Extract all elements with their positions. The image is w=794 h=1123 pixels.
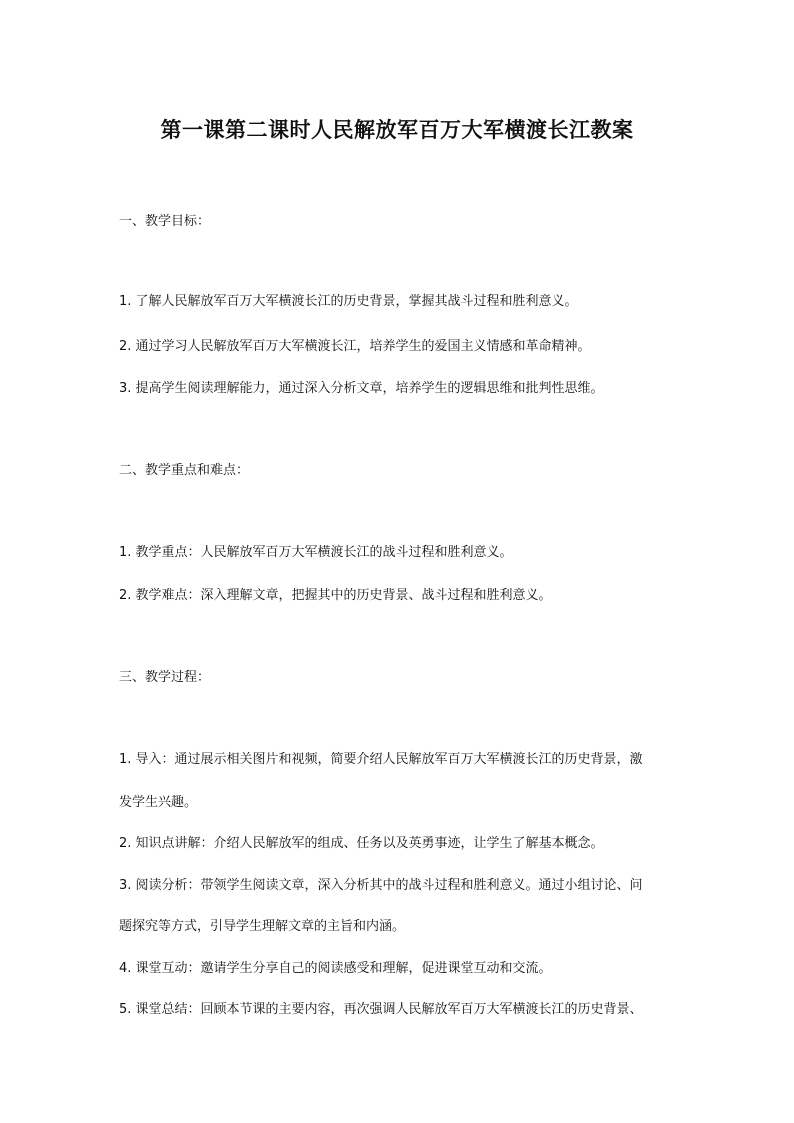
section-heading-key-points: 二、教学重点和难点： <box>119 463 250 478</box>
objective-item-1: 1. 了解人民解放军百万大军横渡长江的历史背景，掌握其战斗过程和胜利意义。 <box>119 294 578 309</box>
objective-item-3: 3. 提高学生阅读理解能力，通过深入分析文章，培养学生的逻辑思维和批判性思维。 <box>119 381 604 396</box>
section-heading-objectives: 一、教学目标： <box>119 214 211 229</box>
process-line-2: 发学生兴趣。 <box>119 795 198 810</box>
key-point-item-2: 2. 教学难点：深入理解文章，把握其中的历史背景、战斗过程和胜利意义。 <box>119 588 552 603</box>
objective-item-2: 2. 通过学习人民解放军百万大军横渡长江，培养学生的爱国主义情感和革命精神。 <box>119 339 591 354</box>
process-line-5: 题探究等方式，引导学生理解文章的主旨和内涵。 <box>119 919 406 934</box>
process-line-7: 5. 课堂总结：回顾本节课的主要内容，再次强调人民解放军百万大军横渡长江的历史背景、 <box>119 1002 643 1017</box>
section-heading-process: 三、教学过程： <box>119 670 211 685</box>
process-line-4: 3. 阅读分析：带领学生阅读文章，深入分析其中的战斗过程和胜利意义。通过小组讨论、问 <box>119 878 643 893</box>
process-line-6: 4. 课堂互动：邀请学生分享自己的阅读感受和理解，促进课堂互动和交流。 <box>119 961 552 976</box>
document-title: 第一课第二课时人民解放军百万大军横渡长江教案 <box>160 118 634 142</box>
process-line-1: 1. 导入：通过展示相关图片和视频，简要介绍人民解放军百万大军横渡长江的历史背景，激 <box>119 752 643 767</box>
key-point-item-1: 1. 教学重点：人民解放军百万大军横渡长江的战斗过程和胜利意义。 <box>119 545 513 560</box>
process-line-3: 2. 知识点讲解：介绍人民解放军的组成、任务以及英勇事迹，让学生了解基本概念。 <box>119 836 604 851</box>
